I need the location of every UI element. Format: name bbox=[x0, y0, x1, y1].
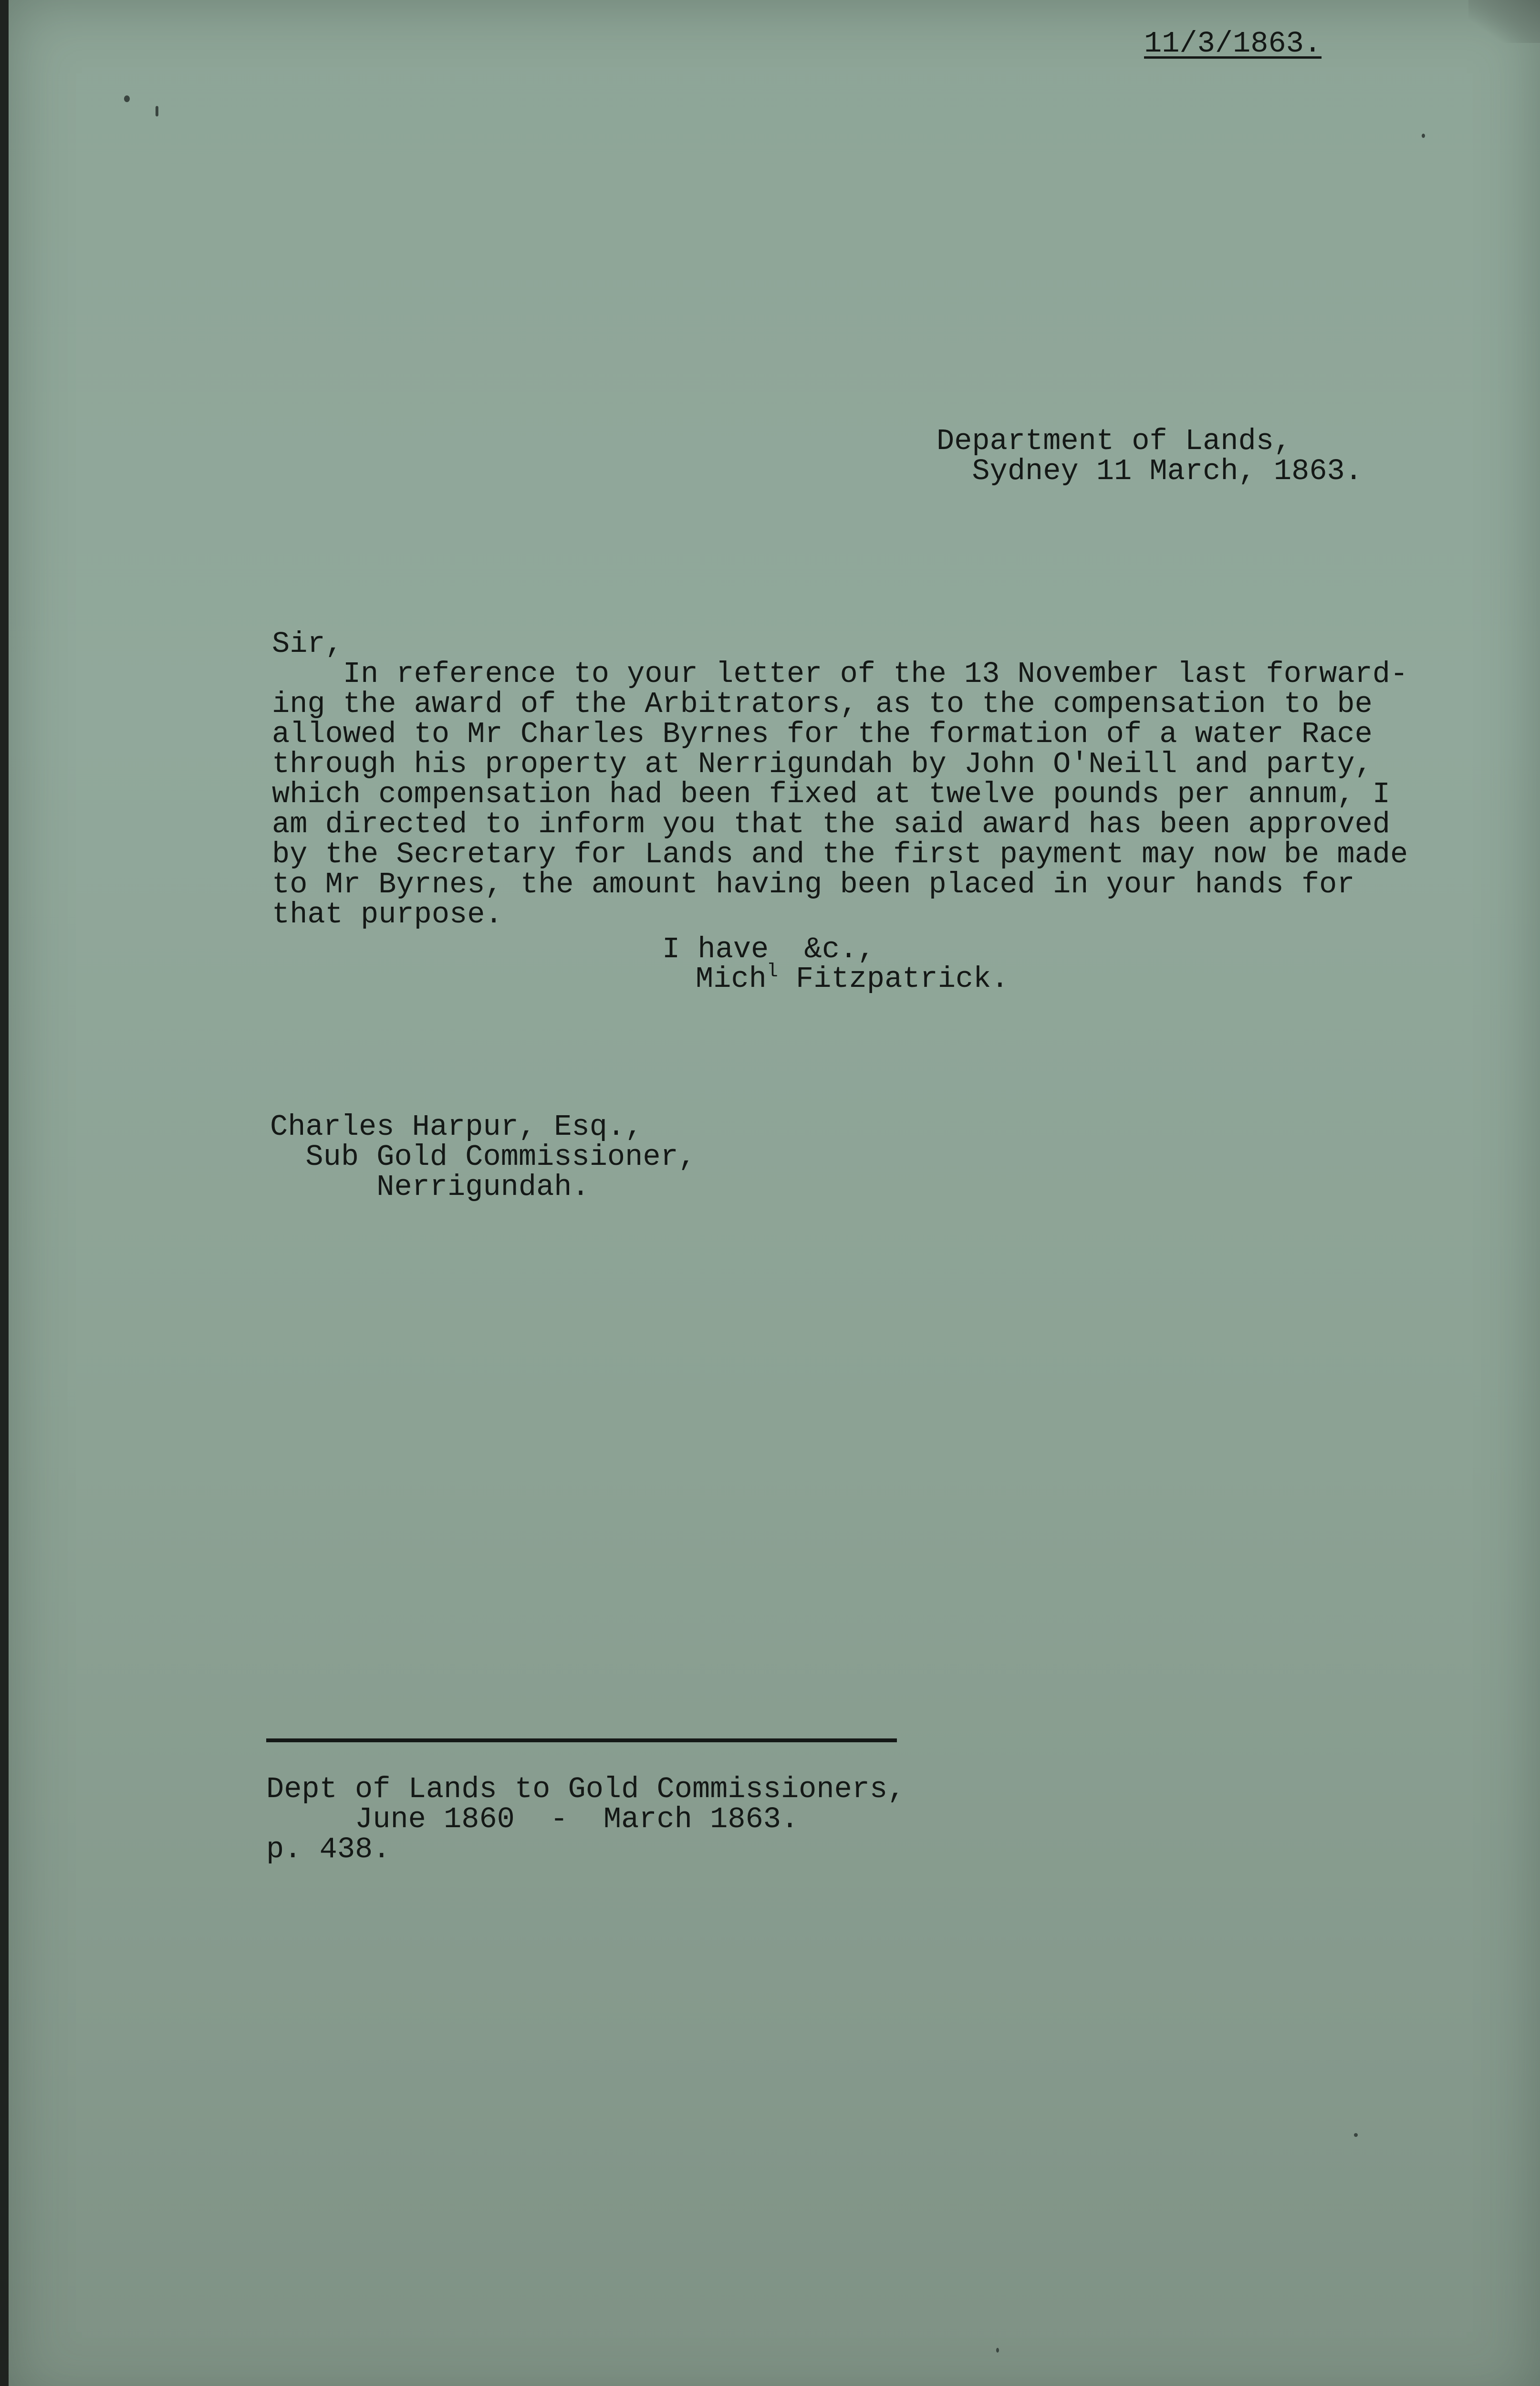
addressee-line: Nerrigundah. bbox=[270, 1170, 590, 1204]
signature-rest: Fitzpatrick. bbox=[778, 962, 1009, 996]
body-line: to Mr Byrnes, the amount having been placed in your hands for bbox=[272, 868, 1355, 901]
source-line: Dept of Lands to Gold Commissioners, bbox=[266, 1772, 905, 1806]
body-line: allowed to Mr Charles Byrnes for the formation of a water Race bbox=[272, 717, 1373, 751]
sender-line: Department of Lands, bbox=[936, 424, 1292, 458]
paper-speck bbox=[996, 2348, 999, 2353]
signature-superscript: l bbox=[766, 961, 778, 983]
sender-address bbox=[936, 426, 1363, 486]
body-line: am directed to inform you that the said award has been approved bbox=[272, 807, 1390, 841]
signature-first: Mich bbox=[696, 962, 767, 996]
signature bbox=[696, 961, 1009, 996]
source-citation bbox=[266, 1774, 905, 1864]
letter-body bbox=[272, 659, 1408, 930]
body-line: which compensation had been fixed at twelve pounds per annum, I bbox=[272, 777, 1390, 811]
body-line: In reference to your letter of the 13 November last forward- bbox=[272, 657, 1408, 691]
addressee-line: Sub Gold Commissioner, bbox=[270, 1140, 696, 1174]
paper-speck bbox=[1354, 2133, 1358, 2137]
salutation: Sir, bbox=[272, 627, 343, 661]
addressee-block bbox=[270, 1112, 696, 1202]
body-line: that purpose. bbox=[272, 898, 503, 931]
paper-speck bbox=[1422, 134, 1425, 138]
body-line: by the Secretary for Lands and the first payment may now be made bbox=[272, 837, 1408, 871]
complimentary-close: I have &c., bbox=[662, 932, 875, 966]
addressee-line: Charles Harpur, Esq., bbox=[270, 1110, 643, 1144]
body-line: ing the award of the Arbitrators, as to the compensation to be bbox=[272, 687, 1373, 721]
paper-speck bbox=[156, 106, 158, 116]
source-line: June 1860 - March 1863. bbox=[266, 1802, 799, 1836]
body-line: through his property at Nerrigundah by John O'Neill and party, bbox=[272, 747, 1373, 781]
reference-date: 11/3/1863. bbox=[1144, 27, 1322, 61]
divider-rule bbox=[266, 1738, 897, 1742]
document-page bbox=[9, 0, 1540, 2386]
source-line: p. 438. bbox=[266, 1832, 391, 1866]
paper-speck bbox=[124, 95, 130, 102]
sender-line: Sydney 11 March, 1863. bbox=[936, 454, 1363, 488]
